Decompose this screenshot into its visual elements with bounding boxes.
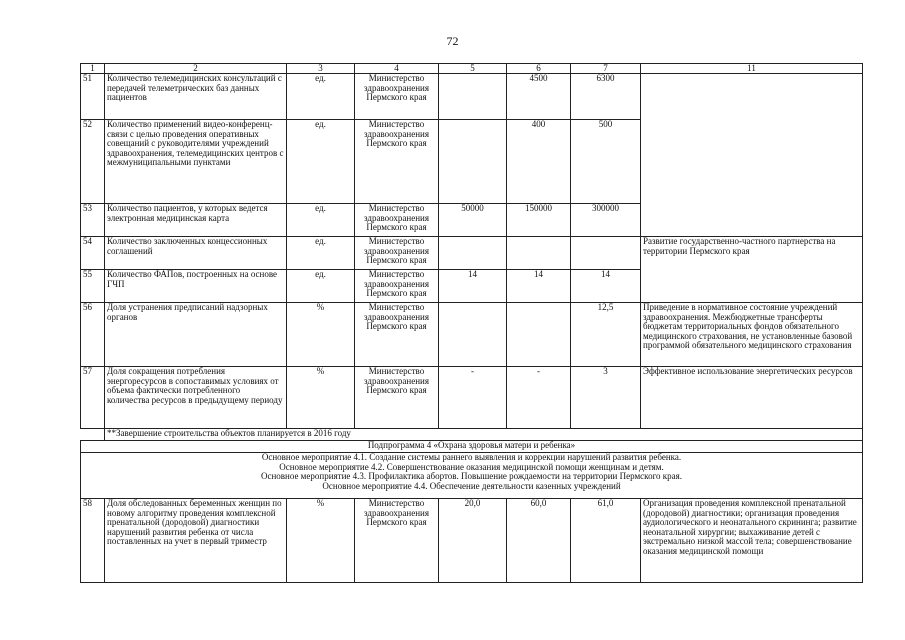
value-col7: 500 [571,120,641,204]
activity-line: Основное мероприятие 4.4. Обеспечение деятельности казенных учреждений [322,480,621,491]
value-col7: 6300 [571,74,641,120]
unit-cell: ед. [287,120,355,204]
value-col5 [439,120,507,204]
value-col5: 14 [439,270,507,303]
page-number: 72 [446,34,459,48]
executor-cell: Министерство здравоохранения Пермского края [355,367,439,429]
unit-cell: ед. [287,237,355,270]
activity-line: Основное мероприятие 4.2. Совершенствование оказания медицинской помощи женщинам и детям. [279,461,664,472]
footnote-row [81,429,863,441]
table-row [81,237,863,270]
column-header: 11 [641,64,863,74]
subprogram-row [81,441,863,453]
executor-cell: Министерство здравоохранения Пермского края [355,303,439,367]
unit-cell: % [287,303,355,367]
value-col6: 150000 [507,204,571,237]
unit-cell: ед. [287,204,355,237]
value-col6 [507,237,571,270]
row-number: 54 [81,237,105,270]
activity-line: Основное мероприятие 4.3. Профилактика абортов. Повышение рождаемости на территории Пермского края. [260,471,683,482]
value-col5: 20,0 [439,499,507,583]
executor-cell: Министерство здравоохранения Пермского края [355,499,439,583]
value-col7: 14 [571,270,641,303]
column-header: 3 [287,64,355,74]
activities-block [81,453,863,499]
value-col7: 300000 [571,204,641,237]
column-header: 1 [81,64,105,74]
column-header: 7 [571,64,641,74]
value-col5: - [439,367,507,429]
value-col5: 50000 [439,204,507,237]
table-row [81,499,863,583]
column-header: 6 [507,64,571,74]
row-number: 52 [81,120,105,204]
col11-cell [641,74,863,237]
executor-cell: Министерство здравоохранения Пермского края [355,237,439,270]
indicator-name: Количество пациентов, у которых ведется электронная медицинская карта [105,204,287,237]
unit-cell: ед. [287,74,355,120]
unit-cell: % [287,367,355,429]
table-row [81,303,863,367]
value-col6: 14 [507,270,571,303]
value-col6 [507,303,571,367]
indicators-table [80,63,863,583]
value-col7 [571,237,641,270]
row-number: 55 [81,270,105,303]
col11-cell: Развитие государственно-частного партнерства на территории Пермского края [641,237,863,303]
column-header: 2 [105,64,287,74]
row-number: 57 [81,367,105,429]
indicator-name: Доля устранения предписаний надзорных органов [105,303,287,367]
executor-cell: Министерство здравоохранения Пермского края [355,74,439,120]
col11-cell: Приведение в нормативное состояние учреждений здравоохранения. Межбюджетные трансферты бюджетам территориальных фондов обязательного медицинского страхования, не установленные базовой программой обязательного медицинского страхования [641,303,863,367]
row-number: 58 [81,499,105,583]
column-header: 5 [439,64,507,74]
row-number: 56 [81,303,105,367]
activities-row [81,453,863,499]
value-col5 [439,303,507,367]
table-row [81,74,863,120]
value-col7: 12,5 [571,303,641,367]
col11-cell: Организация проведения комплексной пренатальной (дородовой) диагностики; организация проведения аудиологического и неонатального скрининга; развитие неонатальной хирургии; выхаживание детей с экстремально низкой массой тела; совершенствование оказания медицинской помощи [641,499,863,583]
indicator-name: Количество применений видео-конференц-связи с целью проведения оперативных совещаний с руководителями учреждений здравоохранения, телемедицинских центров с межмуниципальными пунктами [105,120,287,204]
value-col6: 400 [507,120,571,204]
executor-cell: Министерство здравоохранения Пермского края [355,204,439,237]
row-number: 53 [81,204,105,237]
indicator-name: Количество телемедицинских консультаций с передачей телеметрических баз данных пациентов [105,74,287,120]
executor-cell: Министерство здравоохранения Пермского края [355,270,439,303]
value-col6: 4500 [507,74,571,120]
column-header: 4 [355,64,439,74]
row-number: 51 [81,74,105,120]
footnote-text: **Завершение строительства объектов планируется в 2016 году [105,429,863,441]
value-col6: 60,0 [507,499,571,583]
unit-cell: % [287,499,355,583]
column-number-row [81,64,863,74]
subprogram-title: Подпрограмма 4 «Охрана здоровья матери и ребенка» [81,441,863,453]
value-col5 [439,74,507,120]
col11-cell: Эффективное использование энергетических ресурсов [641,367,863,429]
value-col5 [439,237,507,270]
executor-cell: Министерство здравоохранения Пермского края [355,120,439,204]
value-col7: 3 [571,367,641,429]
value-col6: - [507,367,571,429]
value-col7: 61,0 [571,499,641,583]
indicator-name: Доля обследованных беременных женщин по новому алгоритму проведения комплексной пренатальной (дородовой) диагностики нарушений развития ребенка от числа поставленных на учет в первый триместр [105,499,287,583]
activity-line: Основное мероприятие 4.1. Создание системы раннего выявления и коррекции нарушений развития ребенка. [261,452,682,462]
table-row [81,367,863,429]
indicator-name: Количество ФАПов, построенных на основе ГЧП [105,270,287,303]
unit-cell: ед. [287,270,355,303]
indicator-name: Количество заключенных концессионных соглашений [105,237,287,270]
indicator-name: Доля сокращения потребления энергоресурсов в сопоставимых условиях от объема фактически потребленного количества ресурсов в предыдущему периоду [105,367,287,429]
